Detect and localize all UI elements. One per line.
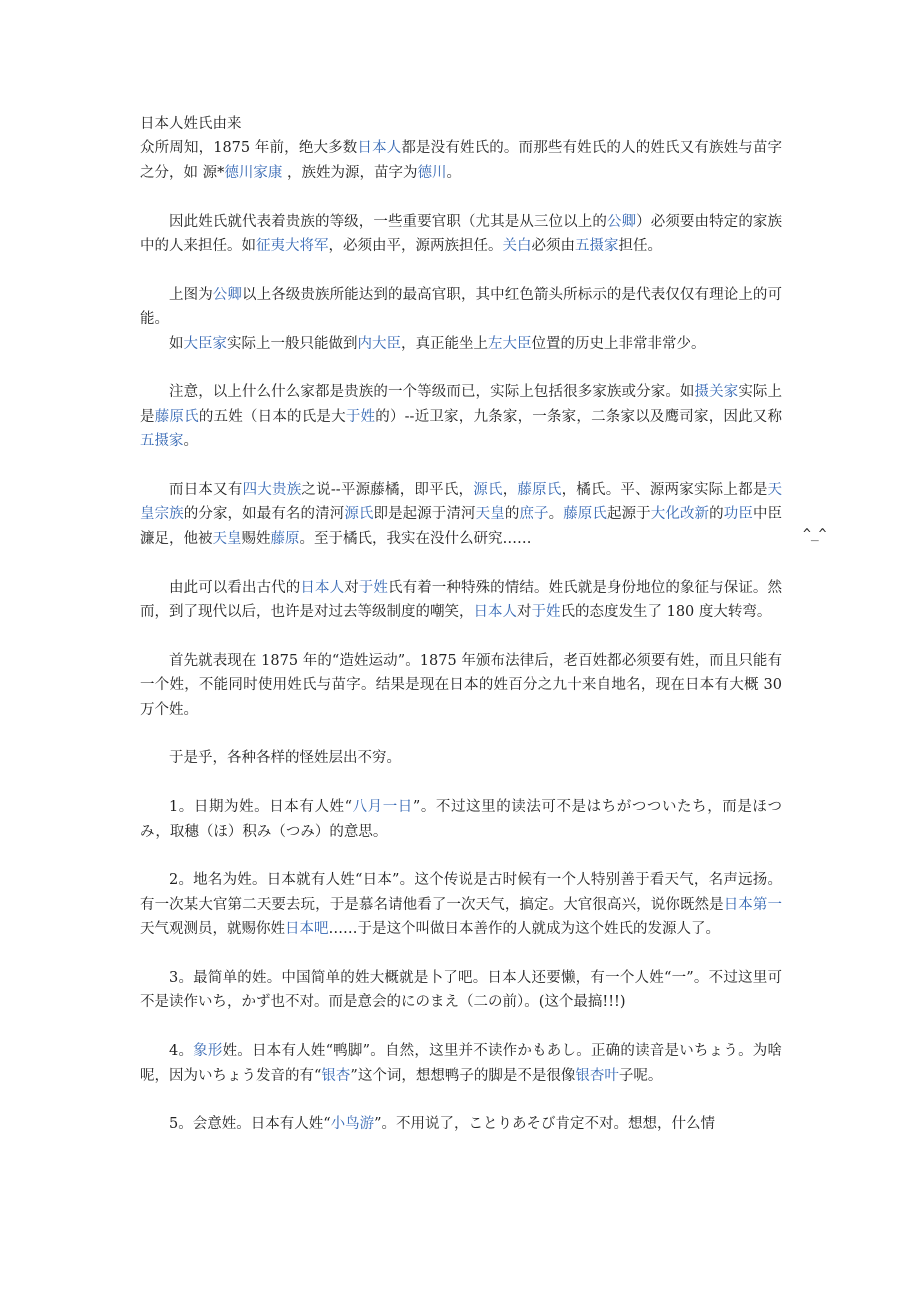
keyword-link[interactable]: 藤原 bbox=[270, 530, 300, 547]
text-segment: 氏有着一种特殊的情结。姓氏就是身份地位的象征与保证。然而，到了现代以后，也许是对过去等级制度的嘲笑， bbox=[140, 579, 783, 621]
keyword-link[interactable]: 日本第一 bbox=[723, 896, 782, 913]
paragraph bbox=[140, 1112, 782, 1136]
text-segment: 的 bbox=[504, 506, 520, 523]
paragraph bbox=[140, 746, 782, 770]
text-segment: 于是乎，各种各样的怪姓层出不穷。 bbox=[169, 750, 401, 767]
text-segment: 因此姓氏就代表着贵族的等级，一些重要官职（尤其是从三位以上的 bbox=[169, 213, 607, 230]
text-segment: 赐姓 bbox=[241, 530, 271, 547]
text-segment: 而日本又有 bbox=[169, 482, 243, 499]
keyword-link[interactable]: 小鸟游 bbox=[330, 1116, 375, 1133]
keyword-link[interactable]: 四大贵族 bbox=[242, 482, 302, 499]
text-segment: 对 bbox=[344, 579, 359, 596]
keyword-link[interactable]: 藤原氏 bbox=[154, 408, 199, 425]
keyword-link[interactable]: 公卿 bbox=[606, 213, 637, 230]
paragraph bbox=[140, 576, 782, 625]
keyword-link[interactable]: 日本人 bbox=[300, 579, 345, 596]
keyword-link[interactable]: 五摄家 bbox=[140, 433, 184, 450]
text-segment: 姓。日本有人姓“鸭脚”。自然，这里并不读作かもあし。正确的读音是いちょう。为啥呢，因为いちょう发音的有“ bbox=[140, 1043, 783, 1084]
text-segment: 3。最简单的姓。中国简单的姓大概就是卜了吧。日本人还要懒，有一个人姓“一”。不过这里可不是读作いち，かず也不对。而是意会的にのまえ（二の前）。(这个最搞!!!) bbox=[140, 970, 782, 1011]
keyword-link[interactable]: 象形 bbox=[193, 1043, 223, 1060]
paragraph bbox=[140, 1039, 782, 1088]
keyword-link[interactable]: 内大臣 bbox=[357, 335, 401, 352]
keyword-link[interactable]: 功臣 bbox=[723, 506, 753, 523]
text-segment: 位置的历史上非常非常少。 bbox=[531, 335, 706, 352]
text-segment: 众所周知，1875 年前，绝大多数 bbox=[140, 140, 358, 157]
text-segment: ”。不用说了，ことりあそび肯定不对。想想，什么情 bbox=[374, 1116, 716, 1133]
text-segment: 由此可以看出古代的 bbox=[169, 579, 301, 596]
text-segment: 都是没有姓氏的。而那些有姓氏的人的姓氏又有族姓与苗字之分，如 源* bbox=[140, 140, 783, 181]
text-segment: 对 bbox=[517, 604, 532, 621]
paragraph bbox=[140, 380, 782, 453]
text-segment: 注意，以上什么什么家都是贵族的一个等级而已，实际上包括很多家族或分家。如 bbox=[169, 384, 695, 401]
keyword-link[interactable]: 庶子 bbox=[519, 506, 549, 523]
keyword-link[interactable]: 征夷大将军 bbox=[256, 238, 329, 255]
keyword-link[interactable]: 大臣家 bbox=[183, 335, 227, 352]
paragraph-list bbox=[140, 136, 782, 1136]
keyword-link[interactable]: 德川 bbox=[417, 164, 447, 181]
text-segment: ”这个词，想想鸭子的脚是不是很像 bbox=[350, 1067, 576, 1084]
document-title: 日本人姓氏由来 bbox=[140, 116, 242, 132]
keyword-link[interactable]: 摄关家 bbox=[694, 384, 739, 401]
keyword-link[interactable]: 银杏 bbox=[321, 1067, 351, 1084]
text-segment: ，橘氏。平、源两家实际上都是 bbox=[561, 482, 768, 499]
text-segment: 中臣濂足，他被 bbox=[140, 506, 783, 547]
keyword-link[interactable]: 左大臣 bbox=[488, 335, 532, 352]
keyword-link[interactable]: 公卿 bbox=[212, 286, 242, 303]
keyword-link[interactable]: 日本人 bbox=[357, 140, 402, 157]
paragraph bbox=[140, 283, 782, 332]
text-segment: ，族姓为源，苗字为 bbox=[282, 164, 418, 181]
text-segment: 即是起源于清河 bbox=[373, 506, 476, 523]
text-segment: 起源于 bbox=[607, 506, 651, 523]
keyword-link[interactable]: 于姓 bbox=[345, 408, 376, 425]
paragraph bbox=[140, 332, 782, 356]
keyword-link[interactable]: 德川家康 bbox=[224, 164, 283, 181]
text-segment: 5。会意姓。日本有人姓“ bbox=[169, 1116, 331, 1133]
keyword-link[interactable]: 源氏 bbox=[473, 482, 503, 499]
text-segment: 1。日期为姓。日本有人姓“ bbox=[169, 799, 352, 816]
text-segment: 以上各级贵族所能达到的最高官职，其中红色箭头所标示的是代表仅仅有理论上的可能。 bbox=[140, 286, 783, 328]
paragraph bbox=[140, 649, 782, 722]
text-segment: 子呢。 bbox=[618, 1067, 663, 1084]
text-segment: ，真正能坐上 bbox=[401, 335, 488, 352]
text-segment: 首先就表现在 1875 年的“造姓运动”。1875 年颁布法律后，老百姓都必须要有姓，而且只能有一个姓，不能同时使用姓氏与苗字。结果是现在日本的姓百分之九十来自地名，现在日本有大概 30 万个姓。 bbox=[140, 652, 782, 718]
keyword-link[interactable]: 大化改新 bbox=[650, 506, 710, 523]
keyword-link[interactable]: 源氏 bbox=[344, 506, 374, 523]
paragraph bbox=[140, 868, 782, 941]
text-segment: 氏的态度发生了 180 度大转弯。 bbox=[560, 604, 772, 621]
text-segment: 。 bbox=[548, 506, 564, 523]
paragraph bbox=[140, 795, 782, 844]
document-body bbox=[140, 112, 782, 1137]
keyword-link[interactable]: 日本人 bbox=[473, 604, 517, 621]
text-segment: ）必须要由特定的家族中的人来担任。如 bbox=[140, 213, 783, 255]
text-segment: 。 bbox=[446, 164, 461, 181]
text-segment: ”。不过这里的读法可不是はちがつついたち，而是ほつみ，取穗（ほ）积み（つみ）的意思。 bbox=[140, 799, 782, 840]
text-segment: 。至于橘氏，我实在没什么研究…… bbox=[299, 530, 532, 547]
text-segment: 担任。 bbox=[618, 238, 662, 255]
text-segment: 。 bbox=[183, 433, 198, 450]
text-segment: 必须由 bbox=[531, 238, 575, 255]
keyword-link[interactable]: 天皇 bbox=[475, 506, 505, 523]
text-segment: 实际上是 bbox=[140, 384, 783, 425]
side-note: ^_^ bbox=[803, 527, 827, 542]
keyword-link[interactable]: 八月一日 bbox=[352, 799, 413, 816]
text-segment: 4。 bbox=[169, 1043, 194, 1060]
text-segment: ， bbox=[502, 482, 518, 499]
keyword-link[interactable]: 银杏叶 bbox=[575, 1067, 619, 1084]
keyword-link[interactable]: 于姓 bbox=[358, 579, 388, 596]
keyword-link[interactable]: 关白 bbox=[502, 238, 532, 255]
keyword-link[interactable]: 藤原氏 bbox=[517, 482, 562, 499]
keyword-link[interactable]: 天皇宗族 bbox=[140, 482, 783, 523]
text-segment: 的分家，如最有名的清河 bbox=[183, 506, 345, 523]
text-segment: 之说--平源藤橘，即平氏， bbox=[301, 482, 474, 499]
keyword-link[interactable]: 藤原氏 bbox=[563, 506, 607, 523]
paragraph bbox=[140, 966, 782, 1015]
keyword-link[interactable]: 五摄家 bbox=[575, 238, 619, 255]
text-segment: 的）--近卫家，九条家，一条家，二条家以及鹰司家，因此又称 bbox=[375, 408, 783, 425]
keyword-link[interactable]: 天皇 bbox=[212, 530, 242, 547]
paragraph bbox=[140, 210, 782, 259]
keyword-link[interactable]: 于姓 bbox=[531, 604, 561, 621]
text-segment: 的 bbox=[709, 506, 724, 523]
text-segment: ……于是这个叫做日本善作的人就成为这个姓氏的发源人了。 bbox=[328, 921, 720, 938]
paragraph bbox=[140, 478, 782, 551]
text-segment: ，必须由平，源两族担任。 bbox=[328, 238, 503, 255]
text-segment: 如 bbox=[169, 335, 184, 352]
text-segment: 上图为 bbox=[169, 286, 213, 303]
text-segment: 天气观测员，就赐你姓 bbox=[140, 921, 285, 938]
text-segment: 的五姓（日本的氏是大 bbox=[198, 408, 346, 425]
keyword-link[interactable]: 日本吧 bbox=[285, 921, 329, 938]
text-segment: 2。地名为姓。日本就有人姓“日本”。这个传说是古时候有一个人特别善于看天气，名声远扬。有一次某大官第二天要去玩，于是慕名请他看了一次天气，搞定。大官很高兴，说你既然是 bbox=[140, 872, 782, 913]
paragraph bbox=[140, 136, 782, 185]
text-segment: 实际上一般只能做到 bbox=[227, 335, 358, 352]
